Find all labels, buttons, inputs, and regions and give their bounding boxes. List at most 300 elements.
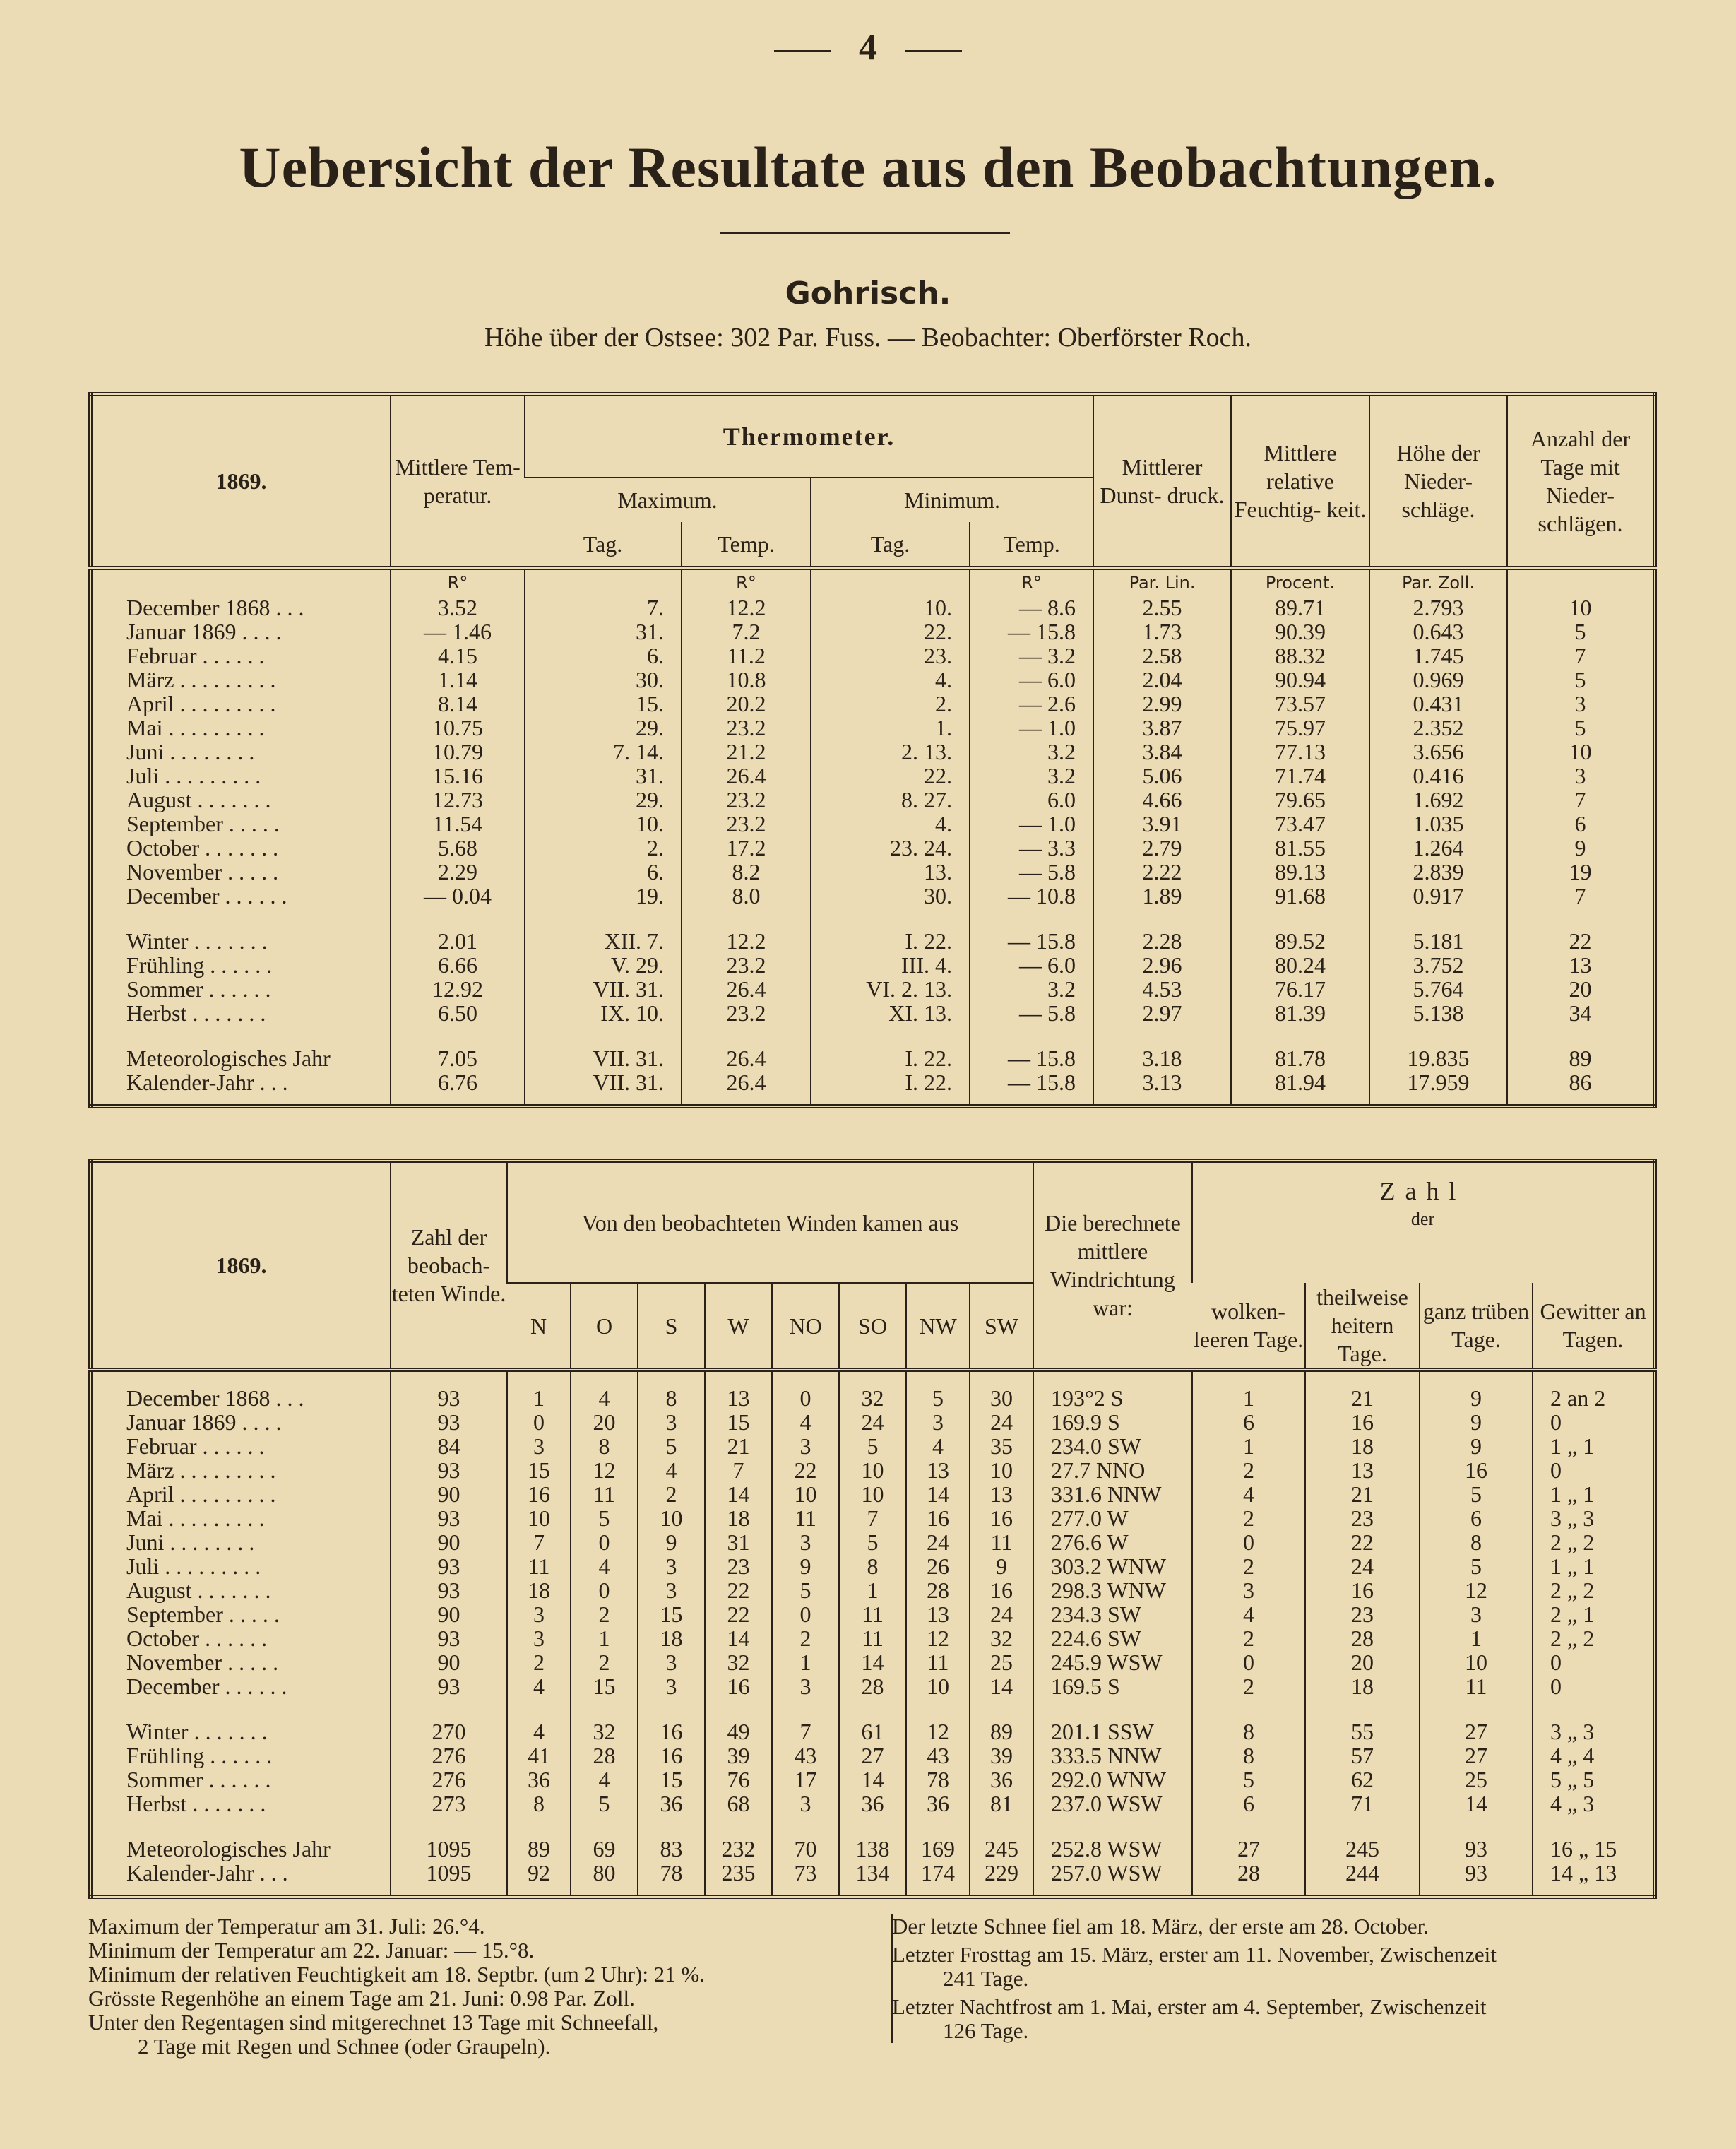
table-cell: 24 xyxy=(970,1602,1033,1626)
table-cell: 8.0 xyxy=(682,884,811,908)
dir-header-so: SO xyxy=(839,1283,906,1370)
table-cell: 0 xyxy=(507,1410,571,1434)
table-row xyxy=(90,860,1655,884)
table-row xyxy=(90,836,1655,860)
table-cell: 32 xyxy=(839,1386,906,1410)
table-cell: 7 xyxy=(1507,644,1655,668)
table-cell: 90 xyxy=(391,1482,507,1506)
table-row xyxy=(90,1482,1655,1506)
table-cell: 0.643 xyxy=(1369,620,1507,644)
table-cell: 2 xyxy=(571,1602,638,1626)
unit-label: Par. Lin. xyxy=(1093,568,1231,596)
table-cell: 11 xyxy=(1420,1674,1533,1698)
table-cell: 5 xyxy=(638,1434,705,1458)
table-cell: 8.14 xyxy=(391,692,525,716)
spacer-cell xyxy=(811,1025,970,1046)
table-cell: 7.2 xyxy=(682,620,811,644)
table-cell: 26.4 xyxy=(682,1070,811,1106)
table-cell: 234.0 SW xyxy=(1033,1434,1192,1458)
table-row xyxy=(90,1768,1655,1792)
table-cell: 0 xyxy=(1192,1650,1305,1674)
table-cell: 2.58 xyxy=(1093,644,1231,668)
table-cell: 12.73 xyxy=(391,788,525,812)
mean-temp-header: Mittlere Tem- peratur. xyxy=(391,394,525,568)
dir-header-nw: NW xyxy=(906,1283,970,1370)
table-cell: 5.181 xyxy=(1369,929,1507,953)
table-cell: 21 xyxy=(1305,1386,1420,1410)
table-row xyxy=(90,1410,1655,1434)
table-cell: 18 xyxy=(1305,1674,1420,1698)
unit-label xyxy=(1507,568,1655,596)
spacer-cell xyxy=(906,1816,970,1837)
table-cell: 20 xyxy=(571,1410,638,1434)
table-cell: 169.5 S xyxy=(1033,1674,1192,1698)
table-cell: 232 xyxy=(705,1837,772,1861)
table-cell: 2 xyxy=(1192,1674,1305,1698)
table-row xyxy=(90,668,1655,692)
table-cell: 89 xyxy=(970,1719,1033,1744)
table-row xyxy=(90,1861,1655,1897)
table-cell: 138 xyxy=(839,1837,906,1861)
table-cell: 0 xyxy=(1533,1650,1655,1674)
table-row xyxy=(90,1434,1655,1458)
table-cell: 5 xyxy=(839,1530,906,1554)
table-cell: — 3.3 xyxy=(970,836,1093,860)
table-cell: 93 xyxy=(391,1578,507,1602)
spacer-cell xyxy=(391,1025,525,1046)
table-cell: 8 xyxy=(1420,1530,1533,1554)
table-cell: 2 „ 1 xyxy=(1533,1602,1655,1626)
table-cell: 10 xyxy=(839,1458,906,1482)
table-cell: 13 xyxy=(1305,1458,1420,1482)
page-title: Uebersicht der Resultate aus den Beobachtungen. xyxy=(239,135,1497,199)
table-cell: — 5.8 xyxy=(970,860,1093,884)
table-cell: 30. xyxy=(811,884,970,908)
max-temp-header: Temp. xyxy=(682,522,811,568)
table-cell: VII. 31. xyxy=(525,977,682,1001)
spacer-cell xyxy=(525,1025,682,1046)
table-cell: 234.3 SW xyxy=(1033,1602,1192,1626)
table-cell: 4.66 xyxy=(1093,788,1231,812)
table-cell: 2.793 xyxy=(1369,596,1507,620)
table-cell: 3 xyxy=(638,1410,705,1434)
table-cell: 75.97 xyxy=(1231,716,1369,740)
table-cell: 2 xyxy=(1192,1458,1305,1482)
page-number: 4 xyxy=(0,27,1736,69)
table-cell: I. 22. xyxy=(811,1070,970,1106)
table-cell: 2 xyxy=(1192,1506,1305,1530)
table-cell: — 3.2 xyxy=(970,644,1093,668)
spacer-cell xyxy=(839,1370,906,1386)
spacer-cell xyxy=(90,1816,391,1837)
table-cell: 89.13 xyxy=(1231,860,1369,884)
spacer-cell xyxy=(682,1025,811,1046)
table-cell: 86 xyxy=(1507,1070,1655,1106)
spacer-cell xyxy=(1533,1816,1655,1837)
table-cell: 169.9 S xyxy=(1033,1410,1192,1434)
table-cell: 17 xyxy=(772,1768,839,1792)
table-cell: 169 xyxy=(906,1837,970,1861)
table-cell: 5 xyxy=(571,1506,638,1530)
table-cell: 23.2 xyxy=(682,812,811,836)
row-label: Mai . . . . . . . . . xyxy=(126,715,265,740)
table-cell: 22. xyxy=(811,764,970,788)
table-cell: 81 xyxy=(970,1792,1033,1816)
spacer-cell xyxy=(705,1698,772,1719)
table-cell: 11 xyxy=(839,1602,906,1626)
table-cell: 1 xyxy=(1192,1386,1305,1410)
table-cell: 21 xyxy=(705,1434,772,1458)
maximum-header: Maximum. xyxy=(617,487,718,513)
table-row xyxy=(90,1506,1655,1530)
table-cell: 36 xyxy=(507,1768,571,1792)
table-row xyxy=(90,1837,1655,1861)
spacer-cell xyxy=(391,1698,507,1719)
table-cell: 11 xyxy=(839,1626,906,1650)
table-cell: 10 xyxy=(970,1458,1033,1482)
spacer-cell xyxy=(839,1816,906,1837)
table-cell: 30 xyxy=(970,1386,1033,1410)
table-cell: 27.7 NNO xyxy=(1033,1458,1192,1482)
table-cell: 2 xyxy=(638,1482,705,1506)
table-cell: 32 xyxy=(705,1650,772,1674)
table-cell: 13 xyxy=(906,1458,970,1482)
table-cell: 13 xyxy=(1507,953,1655,977)
spacer-cell xyxy=(839,1698,906,1719)
table-cell: 14 xyxy=(705,1626,772,1650)
table-row xyxy=(90,620,1655,644)
table-cell: 2.97 xyxy=(1093,1001,1231,1025)
table-cell: 5 xyxy=(1420,1482,1533,1506)
spacer-row xyxy=(90,1816,1655,1837)
mean-direction-header: Die berechnete mittlere Windrichtung war: xyxy=(1033,1161,1192,1370)
table-cell: 24 xyxy=(970,1410,1033,1434)
station-name: Gohrisch. xyxy=(785,276,951,312)
table-cell: 1095 xyxy=(391,1861,507,1897)
table-cell: 81.55 xyxy=(1231,836,1369,860)
table-cell: 2.55 xyxy=(1093,596,1231,620)
table-cell: 4 xyxy=(772,1410,839,1434)
spacer-cell xyxy=(970,908,1093,929)
table-cell: 0 xyxy=(571,1530,638,1554)
table-cell: 22 xyxy=(705,1602,772,1626)
table-cell: VI. 2. 13. xyxy=(811,977,970,1001)
min-day-header: Tag. xyxy=(811,522,970,568)
table-cell: 5 xyxy=(906,1386,970,1410)
table-cell: 5 xyxy=(1507,668,1655,692)
table-cell: 303.2 WNW xyxy=(1033,1554,1192,1578)
table-cell: 15.16 xyxy=(391,764,525,788)
table-cell: 0 xyxy=(1533,1458,1655,1482)
table-cell: 8. 27. xyxy=(811,788,970,812)
table-row xyxy=(90,692,1655,716)
row-label: December 1868 . . . xyxy=(126,1385,304,1411)
table-cell: 9 xyxy=(970,1554,1033,1578)
table-cell: 5 „ 5 xyxy=(1533,1768,1655,1792)
table-cell: 4 xyxy=(507,1719,571,1744)
spacer-cell xyxy=(507,1698,571,1719)
table-cell: 3.2 xyxy=(970,977,1093,1001)
table-cell: 3.91 xyxy=(1093,812,1231,836)
table-cell: 6.50 xyxy=(391,1001,525,1025)
table-cell: 5 xyxy=(1507,620,1655,644)
clear-days-header: wolken- leeren Tage. xyxy=(1192,1283,1305,1370)
table-row xyxy=(90,1626,1655,1650)
table-cell: 83 xyxy=(638,1837,705,1861)
table-cell: 8 xyxy=(507,1792,571,1816)
table-cell: 36 xyxy=(906,1792,970,1816)
table-cell: 2. 13. xyxy=(811,740,970,764)
table-cell: 14 „ 13 xyxy=(1533,1861,1655,1897)
table-cell: 17.2 xyxy=(682,836,811,860)
spacer-cell xyxy=(772,1816,839,1837)
table-cell: 11 xyxy=(906,1650,970,1674)
row-label: Februar . . . . . . xyxy=(126,1433,265,1459)
overcast-days-header: ganz trüben Tage. xyxy=(1420,1283,1533,1370)
table-cell: 1 xyxy=(1192,1434,1305,1458)
table-cell: 34 xyxy=(1507,1001,1655,1025)
table-cell: 32 xyxy=(571,1719,638,1744)
table-cell: 14 xyxy=(970,1674,1033,1698)
spacer-cell xyxy=(811,908,970,929)
table-cell: 16 xyxy=(1420,1458,1533,1482)
table-cell: 93 xyxy=(391,1458,507,1482)
spacer-cell xyxy=(1533,1698,1655,1719)
table-row xyxy=(90,1001,1655,1025)
table-cell: 2.28 xyxy=(1093,929,1231,953)
table-cell: 10 xyxy=(1507,740,1655,764)
table-cell: 89 xyxy=(507,1837,571,1861)
vapour-header: Mittlerer Dunst- druck. xyxy=(1093,394,1231,568)
table-cell: 4 xyxy=(571,1554,638,1578)
table-cell: 4 „ 3 xyxy=(1533,1792,1655,1816)
table-cell: 277.0 W xyxy=(1033,1506,1192,1530)
table-cell: 19 xyxy=(1507,860,1655,884)
table-cell: 276 xyxy=(391,1768,507,1792)
table-cell: 29. xyxy=(525,788,682,812)
spacer-cell xyxy=(391,908,525,929)
table-cell: 90 xyxy=(391,1650,507,1674)
table-cell: 76.17 xyxy=(1231,977,1369,1001)
table-cell: 12 xyxy=(571,1458,638,1482)
table-cell: 12 xyxy=(906,1719,970,1744)
table-cell: 20.2 xyxy=(682,692,811,716)
table-cell: 93 xyxy=(391,1386,507,1410)
table-cell: 6.0 xyxy=(970,788,1093,812)
table-cell: 1.73 xyxy=(1093,620,1231,644)
table-cell: 1 xyxy=(772,1650,839,1674)
table-cell: 11.2 xyxy=(682,644,811,668)
table-cell: XI. 13. xyxy=(811,1001,970,1025)
table-cell: — 10.8 xyxy=(970,884,1093,908)
table-cell: 8 xyxy=(839,1554,906,1578)
table-cell: 92 xyxy=(507,1861,571,1897)
table-cell: 201.1 SSW xyxy=(1033,1719,1192,1744)
table-cell: 28 xyxy=(1192,1861,1305,1897)
units-row xyxy=(90,568,1655,596)
table-cell: 19.835 xyxy=(1369,1046,1507,1070)
spacer-cell xyxy=(970,1816,1033,1837)
table-cell: 84 xyxy=(391,1434,507,1458)
table-cell: 26 xyxy=(906,1554,970,1578)
table-cell: 4. xyxy=(811,668,970,692)
table-cell: 93 xyxy=(391,1410,507,1434)
table-cell: 12.2 xyxy=(682,596,811,620)
table-cell: 3 xyxy=(1420,1602,1533,1626)
row-label: August . . . . . . . xyxy=(126,1577,271,1603)
dir-header-no: NO xyxy=(772,1283,839,1370)
table-cell: 6 xyxy=(1192,1410,1305,1434)
table-cell: 2.01 xyxy=(391,929,525,953)
table-cell: 0.917 xyxy=(1369,884,1507,908)
table-cell: 31 xyxy=(705,1530,772,1554)
table-cell: 80 xyxy=(571,1861,638,1897)
table-cell: 23.2 xyxy=(682,1001,811,1025)
table-cell: 1 xyxy=(571,1626,638,1650)
table-cell: 4 „ 4 xyxy=(1533,1744,1655,1768)
table-cell: 16 xyxy=(1305,1410,1420,1434)
table-cell: 70 xyxy=(772,1837,839,1861)
table-cell: 93 xyxy=(391,1626,507,1650)
table-cell: 2. xyxy=(525,836,682,860)
table-cell: 28 xyxy=(906,1578,970,1602)
table-cell: 5 xyxy=(1420,1554,1533,1578)
table-cell: 29. xyxy=(525,716,682,740)
table-cell: 77.13 xyxy=(1231,740,1369,764)
table-cell: 19. xyxy=(525,884,682,908)
table-cell: 276.6 W xyxy=(1033,1530,1192,1554)
table-cell: 1 xyxy=(507,1386,571,1410)
table-cell: 27 xyxy=(1192,1837,1305,1861)
table-cell: 2 „ 2 xyxy=(1533,1578,1655,1602)
table-cell: 15 xyxy=(571,1674,638,1698)
table-cell: 11 xyxy=(772,1506,839,1530)
table-cell: 28 xyxy=(1305,1626,1420,1650)
table-cell: 5.138 xyxy=(1369,1001,1507,1025)
spacer-cell xyxy=(638,1698,705,1719)
table-cell: 1. xyxy=(811,716,970,740)
table-cell: 78 xyxy=(906,1768,970,1792)
row-label: October . . . . . . xyxy=(126,1626,268,1651)
table-cell: 5 xyxy=(839,1434,906,1458)
row-label: Januar 1869 . . . . xyxy=(126,619,282,644)
table-cell: 4 xyxy=(1192,1602,1305,1626)
table-cell: 2.79 xyxy=(1093,836,1231,860)
table-cell: 16 xyxy=(1305,1578,1420,1602)
table-cell: 5 xyxy=(571,1792,638,1816)
table-cell: 3 xyxy=(1192,1578,1305,1602)
table-cell: 32 xyxy=(970,1626,1033,1650)
spacer-cell xyxy=(1305,1816,1420,1837)
table-cell: 23 xyxy=(1305,1506,1420,1530)
table-cell: 89.52 xyxy=(1231,929,1369,953)
table-cell: 23. 24. xyxy=(811,836,970,860)
spacer-cell xyxy=(682,908,811,929)
table-cell: V. 29. xyxy=(525,953,682,977)
table-cell: 2.29 xyxy=(391,860,525,884)
table-cell: 24 xyxy=(906,1530,970,1554)
note-line: 2 Tage mit Regen und Schnee (oder Graupeln). xyxy=(138,2034,551,2059)
table-cell: 3 xyxy=(772,1674,839,1698)
table-cell: 16 xyxy=(507,1482,571,1506)
table-cell: 4 xyxy=(1192,1482,1305,1506)
table-cell: 10 xyxy=(507,1506,571,1530)
table-cell: 90.94 xyxy=(1231,668,1369,692)
spacer-cell xyxy=(1231,908,1369,929)
table-cell: I. 22. xyxy=(811,1046,970,1070)
table-cell: 1 „ 1 xyxy=(1533,1482,1655,1506)
table-cell: — 8.6 xyxy=(970,596,1093,620)
table-cell: 57 xyxy=(1305,1744,1420,1768)
table-cell: — 0.04 xyxy=(391,884,525,908)
table-cell: 12.92 xyxy=(391,977,525,1001)
table-cell: 16 xyxy=(705,1674,772,1698)
table-cell: 31. xyxy=(525,620,682,644)
table-row xyxy=(90,1386,1655,1410)
table-cell: 3 xyxy=(507,1434,571,1458)
note-line: Minimum der relativen Feuchtigkeit am 18. Septbr. (um 2 Uhr): 21 %. xyxy=(88,1962,706,1987)
row-label: April . . . . . . . . . xyxy=(126,1481,276,1507)
table-cell: 9 xyxy=(772,1554,839,1578)
notes-right xyxy=(891,1914,1677,2043)
spacer-cell xyxy=(1192,1698,1305,1719)
spacer-cell xyxy=(1507,1025,1655,1046)
table-cell: 7 xyxy=(1507,884,1655,908)
table-cell: 252.8 WSW xyxy=(1033,1837,1192,1861)
table-cell: 244 xyxy=(1305,1861,1420,1897)
wind-table-body xyxy=(90,1370,1655,1897)
max-day-header: Tag. xyxy=(525,522,682,568)
table-cell: 1.14 xyxy=(391,668,525,692)
table-cell: — 5.8 xyxy=(970,1001,1093,1025)
table-row xyxy=(90,1070,1655,1106)
table-cell: 24 xyxy=(1305,1554,1420,1578)
row-label: Sommer . . . . . . xyxy=(126,1767,271,1792)
table-cell: 22 xyxy=(1507,929,1655,953)
spacer-cell xyxy=(1420,1370,1533,1386)
table-cell: 7.05 xyxy=(391,1046,525,1070)
table-cell: 9 xyxy=(1420,1434,1533,1458)
row-label: Herbst . . . . . . . xyxy=(126,1791,266,1816)
table-cell: 15 xyxy=(507,1458,571,1482)
table-cell: 3.87 xyxy=(1093,716,1231,740)
table-cell: 15 xyxy=(638,1768,705,1792)
spacer-row xyxy=(90,1370,1655,1386)
table-cell: 11.54 xyxy=(391,812,525,836)
table-cell: 3 xyxy=(906,1410,970,1434)
table-cell: 6 xyxy=(1420,1506,1533,1530)
spacer-cell xyxy=(1420,1816,1533,1837)
table-cell: 81.78 xyxy=(1231,1046,1369,1070)
table-cell: — 15.8 xyxy=(970,929,1093,953)
table-cell: 7. xyxy=(525,596,682,620)
table-cell: IX. 10. xyxy=(525,1001,682,1025)
table-cell: 3.52 xyxy=(391,596,525,620)
spacer-cell xyxy=(1033,1698,1192,1719)
table-cell: 270 xyxy=(391,1719,507,1744)
table-cell: 3 „ 3 xyxy=(1533,1506,1655,1530)
table-cell: — 2.6 xyxy=(970,692,1093,716)
spacer-cell xyxy=(1420,1698,1533,1719)
table-cell: 9 xyxy=(1420,1410,1533,1434)
dir-header-o: O xyxy=(571,1283,638,1370)
row-label: Sommer . . . . . . xyxy=(126,976,271,1002)
precip-days-header: Anzahl der Tage mit Nieder- schlägen. xyxy=(1507,394,1655,568)
table-cell: 16 xyxy=(638,1744,705,1768)
table-cell: 1 „ 1 xyxy=(1533,1434,1655,1458)
table-row xyxy=(90,1719,1655,1744)
table-cell: 73.57 xyxy=(1231,692,1369,716)
